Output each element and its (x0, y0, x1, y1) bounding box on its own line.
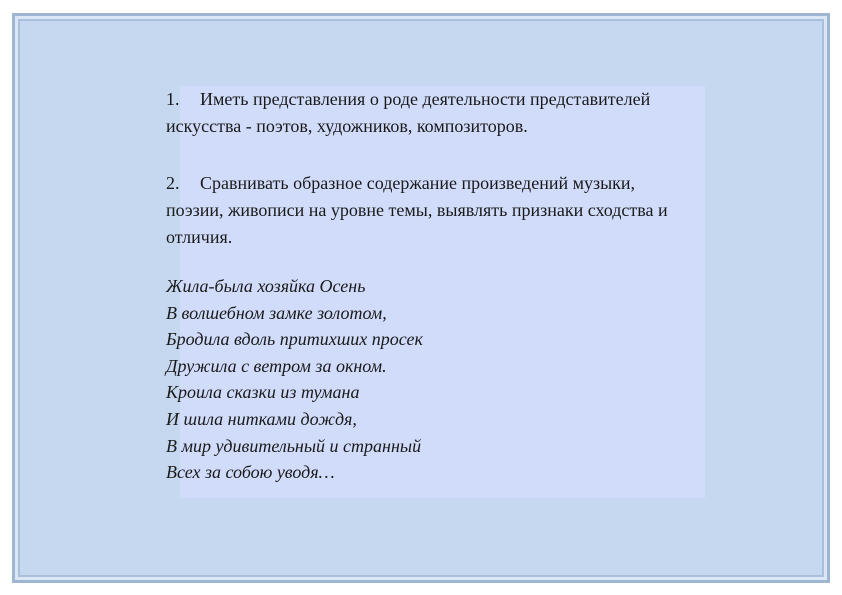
poem-line: Всех за собою уводя… (166, 462, 335, 483)
poem-line: И шила нитками дождя, (166, 408, 357, 429)
poem-line: В волшебном замке золотом, (166, 302, 387, 323)
objective-item-2 (166, 170, 686, 251)
poem-line: В мир удивительный и странный (166, 435, 422, 456)
poem-line: Кроила сказки из тумана (166, 382, 360, 403)
objective-number: 1. (166, 89, 180, 109)
poem-line: Жила-была хозяйка Осень (166, 276, 366, 296)
objective-text: Сравнивать образное содержание произведений музыки, поэзии, живописи на уровне темы, выявлять признаки сходства и отличия. (166, 173, 668, 247)
poem-line: Бродила вдоль притихших просек (166, 329, 423, 350)
objective-number: 2. (166, 173, 180, 193)
objective-text: Иметь представления о роде деятельности представителей искусства - поэтов, художников, композиторов. (166, 89, 651, 136)
objective-item-1 (166, 86, 686, 140)
poem (166, 273, 423, 486)
poem-line: Дружила с ветром за окном. (166, 355, 387, 376)
